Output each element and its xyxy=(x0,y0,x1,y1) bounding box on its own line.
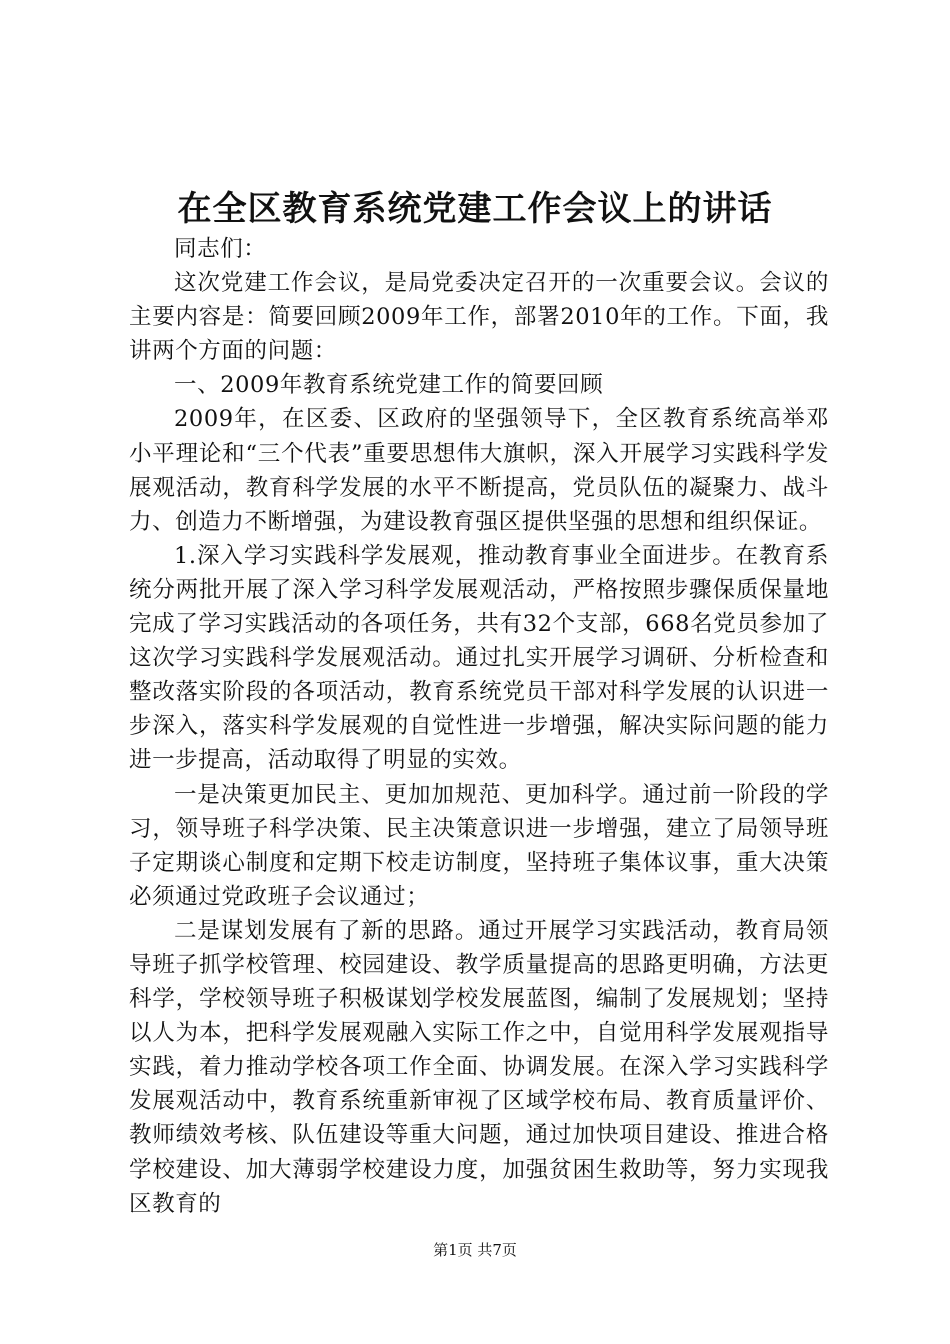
intro-paragraph: 这次党建工作会议，是局党委决定召开的一次重要会议。会议的主要内容是：简要回顾2009年工作，部署2010年的工作。下面，我讲两个方面的问题： xyxy=(129,270,829,365)
body-paragraph: 二是谋划发展有了新的思路。通过开展学习实践活动，教育局领导班子抓学校管理、校园建设、教学质量提高的思路更明确，方法更科学，学校领导班子积极谋划学校发展蓝图，编制了发展规划；坚持以人为本，把科学发展观融入实际工作之中，自觉用科学发展观指导实践，着力推动学校各项工作全面、协调发展。在深入学习实践科学发展观活动中，教育系统重新审视了区域学校布局、教育质量评价、教师绩效考核、队伍建设等重大问题，通过加快项目建设、推进合格学校建设、加大薄弱学校建设力度，加强贫困生救助等，努力实现我区教育的 xyxy=(129,917,829,1217)
body-paragraph: 一是决策更加民主、更加加规范、更加科学。通过前一阶段的学习，领导班子科学决策、民主决策意识进一步增强，建立了局领导班子定期谈心制度和定期下校走访制度，坚持班子集体议事，重大决策必须通过党政班子会议通过； xyxy=(129,781,829,910)
document-body xyxy=(129,232,829,1221)
section-heading: 一、2009年教育系统党建工作的简要回顾 xyxy=(174,372,604,399)
salutation-paragraph: 同志们： xyxy=(174,236,267,262)
document-title: 在全区教育系统党建工作会议上的讲话 xyxy=(177,189,773,229)
body-paragraph: 1.深入学习实践科学发展观，推动教育事业全面进步。在教育系统分两批开展了深入学习科学发展观活动，严格按照步骤保质保量地完成了学习实践活动的各项任务，共有32个支部，668名党员参加了这次学习实践科学发展观活动。通过扎实开展学习调研、分析检查和整改落实阶段的各项活动，教育系统党员干部对科学发展的认识进一步深入，落实科学发展观的自觉性进一步增强，解决实际问题的能力进一步提高，活动取得了明显的实效。 xyxy=(129,542,829,774)
page-number-footer: 第1页 共7页 xyxy=(433,1241,517,1259)
body-paragraph: 2009年，在区委、区政府的坚强领导下，全区教育系统高举邓小平理论和“三个代表”重要思想伟大旗帜，深入开展学习实践科学发展观活动，教育科学发展的水平不断提高，党员队伍的凝聚力、战斗力、创造力不断增强，为建设教育强区提供坚强的思想和组织保证。 xyxy=(129,406,829,535)
